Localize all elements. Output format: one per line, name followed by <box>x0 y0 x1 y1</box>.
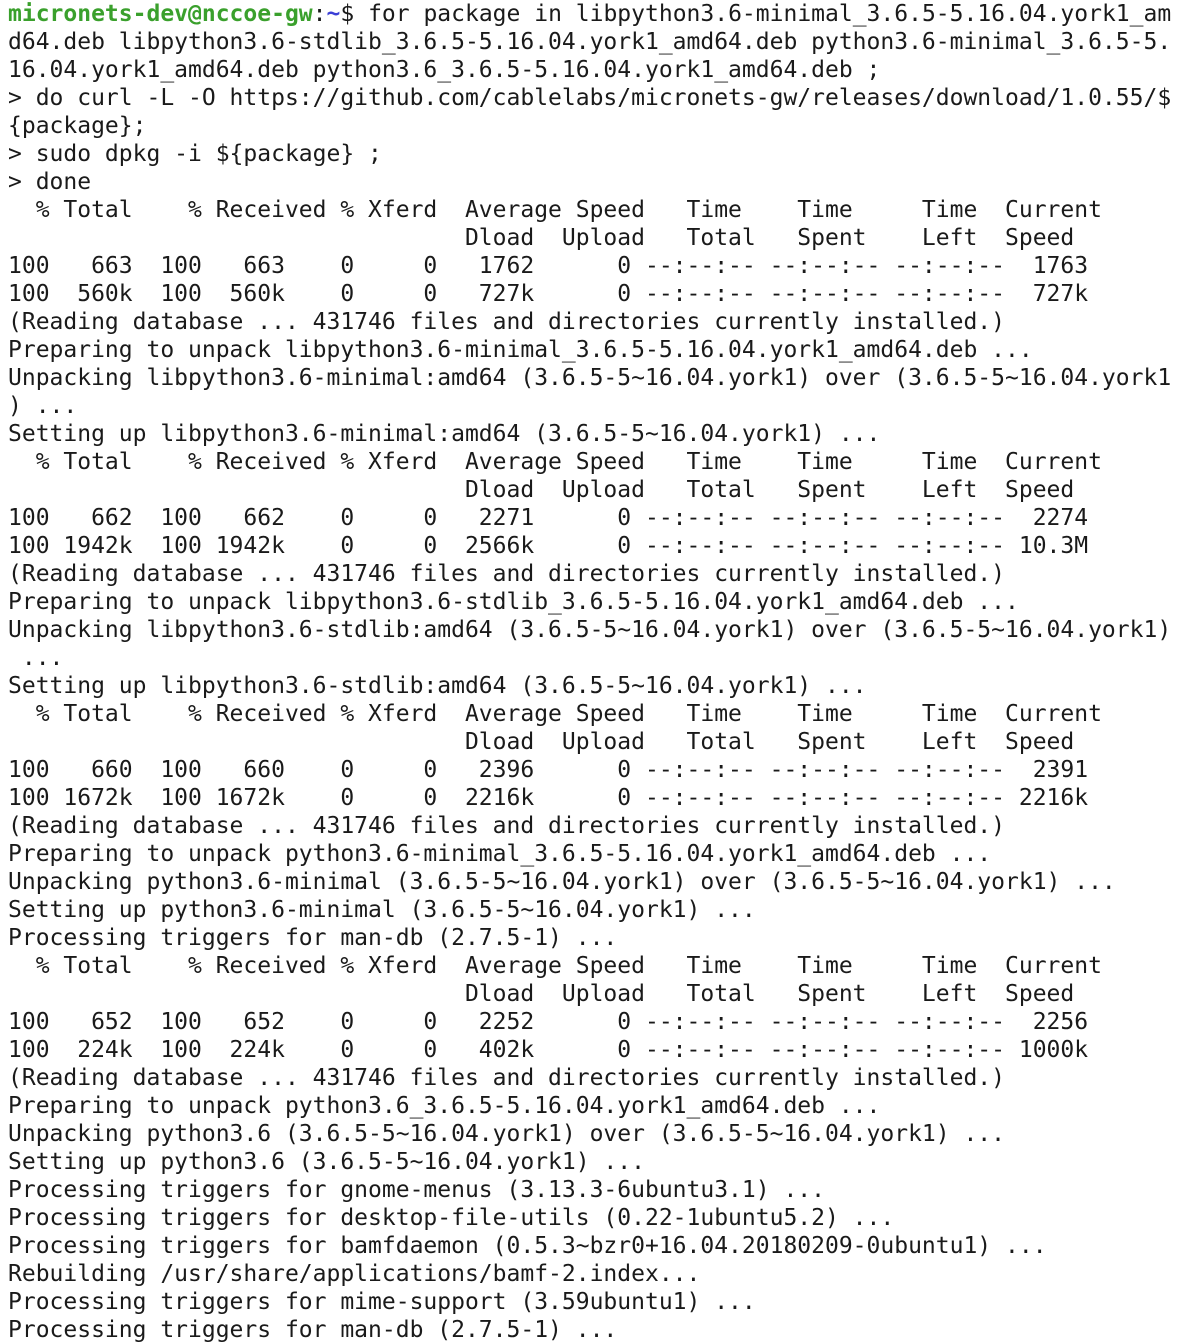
output-line: 100 1942k 100 1942k 0 0 2566k 0 --:--:-- --:--:-- --:--:-- 10.3M <box>8 533 1089 559</box>
output-line: Rebuilding /usr/share/applications/bamf-2.index... <box>8 1261 701 1287</box>
output-line: (Reading database ... 431746 files and directories currently installed.) <box>8 813 1005 839</box>
prompt-path: ~ <box>326 1 341 27</box>
output-line: Unpacking libpython3.6-minimal:amd64 (3.6.5-5~16.04.york1) over (3.6.5-5~16.04.york1 <box>8 365 1172 391</box>
output-line: Dload Upload Total Spent Left Speed <box>8 729 1075 755</box>
output-line: % Total % Received % Xferd Average Speed Time Time Time Current <box>8 197 1102 223</box>
output-line: ... <box>8 645 64 671</box>
command-text: for package in libpython3.6-minimal_3.6.5-5.16.04.york1_am <box>368 1 1172 27</box>
output-line: Preparing to unpack libpython3.6-minimal_3.6.5-5.16.04.york1_amd64.deb ... <box>8 337 1033 363</box>
output-line: Preparing to unpack libpython3.6-stdlib_3.6.5-5.16.04.york1_amd64.deb ... <box>8 589 1019 615</box>
output-line: 16.04.york1_amd64.deb python3.6_3.6.5-5.16.04.york1_amd64.deb ; <box>8 57 881 83</box>
output-line: Processing triggers for mime-support (3.59ubuntu1) ... <box>8 1289 756 1315</box>
output-line: Dload Upload Total Spent Left Speed <box>8 981 1075 1007</box>
output-line: Processing triggers for man-db (2.7.5-1) ... <box>8 1317 618 1343</box>
output-line: % Total % Received % Xferd Average Speed Time Time Time Current <box>8 953 1102 979</box>
output-line: (Reading database ... 431746 files and directories currently installed.) <box>8 1065 1005 1091</box>
command-prompt-line[interactable] <box>8 0 1188 28</box>
output-line: 100 663 100 663 0 0 1762 0 --:--:-- --:--:-- --:--:-- 1763 <box>8 253 1089 279</box>
output-line: (Reading database ... 431746 files and directories currently installed.) <box>8 561 1005 587</box>
output-line: > done <box>8 169 92 195</box>
prompt-colon: : <box>312 1 327 27</box>
output-line: ) ... <box>8 393 78 419</box>
output-line: (Reading database ... 431746 files and directories currently installed.) <box>8 309 1005 335</box>
output-line: Setting up python3.6 (3.6.5-5~16.04.york1) ... <box>8 1149 645 1175</box>
output-line: Unpacking libpython3.6-stdlib:amd64 (3.6.5-5~16.04.york1) over (3.6.5-5~16.04.york1) <box>8 617 1172 643</box>
output-line: Dload Upload Total Spent Left Speed <box>8 225 1075 251</box>
output-line: 100 560k 100 560k 0 0 727k 0 --:--:-- --:--:-- --:--:-- 727k <box>8 281 1089 307</box>
output-line: Processing triggers for gnome-menus (3.13.3-6ubuntu3.1) ... <box>8 1177 825 1203</box>
prompt-sigil: $ <box>340 1 369 27</box>
output-line: Unpacking python3.6-minimal (3.6.5-5~16.04.york1) over (3.6.5-5~16.04.york1) ... <box>8 869 1116 895</box>
output-line: 100 662 100 662 0 0 2271 0 --:--:-- --:--:-- --:--:-- 2274 <box>8 505 1089 531</box>
output-line: % Total % Received % Xferd Average Speed Time Time Time Current <box>8 449 1102 475</box>
prompt-user-host: micronets-dev@nccoe-gw <box>8 1 313 27</box>
output-line: d64.deb libpython3.6-stdlib_3.6.5-5.16.04.york1_amd64.deb python3.6-minimal_3.6.5-5. <box>8 29 1172 55</box>
output-line: 100 652 100 652 0 0 2252 0 --:--:-- --:--:-- --:--:-- 2256 <box>8 1009 1089 1035</box>
output-line: Setting up libpython3.6-minimal:amd64 (3.6.5-5~16.04.york1) ... <box>8 421 881 447</box>
output-line: 100 224k 100 224k 0 0 402k 0 --:--:-- --:--:-- --:--:-- 1000k <box>8 1037 1089 1063</box>
output-line: Preparing to unpack python3.6_3.6.5-5.16.04.york1_amd64.deb ... <box>8 1093 881 1119</box>
output-line: Processing triggers for desktop-file-utils (0.22-1ubuntu5.2) ... <box>8 1205 895 1231</box>
output-line: Setting up python3.6-minimal (3.6.5-5~16.04.york1) ... <box>8 897 756 923</box>
output-line: Unpacking python3.6 (3.6.5-5~16.04.york1) over (3.6.5-5~16.04.york1) ... <box>8 1121 1005 1147</box>
output-line: {package}; <box>8 113 147 139</box>
output-line: 100 1672k 100 1672k 0 0 2216k 0 --:--:-- --:--:-- --:--:-- 2216k <box>8 785 1089 811</box>
output-line: Processing triggers for bamfdaemon (0.5.3~bzr0+16.04.20180209-0ubuntu1) ... <box>8 1233 1047 1259</box>
output-line: 100 660 100 660 0 0 2396 0 --:--:-- --:--:-- --:--:-- 2391 <box>8 757 1089 783</box>
output-line: Setting up libpython3.6-stdlib:amd64 (3.6.5-5~16.04.york1) ... <box>8 673 867 699</box>
output-line: Preparing to unpack python3.6-minimal_3.6.5-5.16.04.york1_amd64.deb ... <box>8 841 992 867</box>
output-line: Processing triggers for man-db (2.7.5-1) ... <box>8 925 618 951</box>
output-line: % Total % Received % Xferd Average Speed Time Time Time Current <box>8 701 1102 727</box>
output-line: > sudo dpkg -i ${package} ; <box>8 141 382 167</box>
output-line: Dload Upload Total Spent Left Speed <box>8 477 1075 503</box>
output-line: > do curl -L -O https://github.com/cablelabs/micronets-gw/releases/download/1.0.55/$ <box>8 85 1172 111</box>
